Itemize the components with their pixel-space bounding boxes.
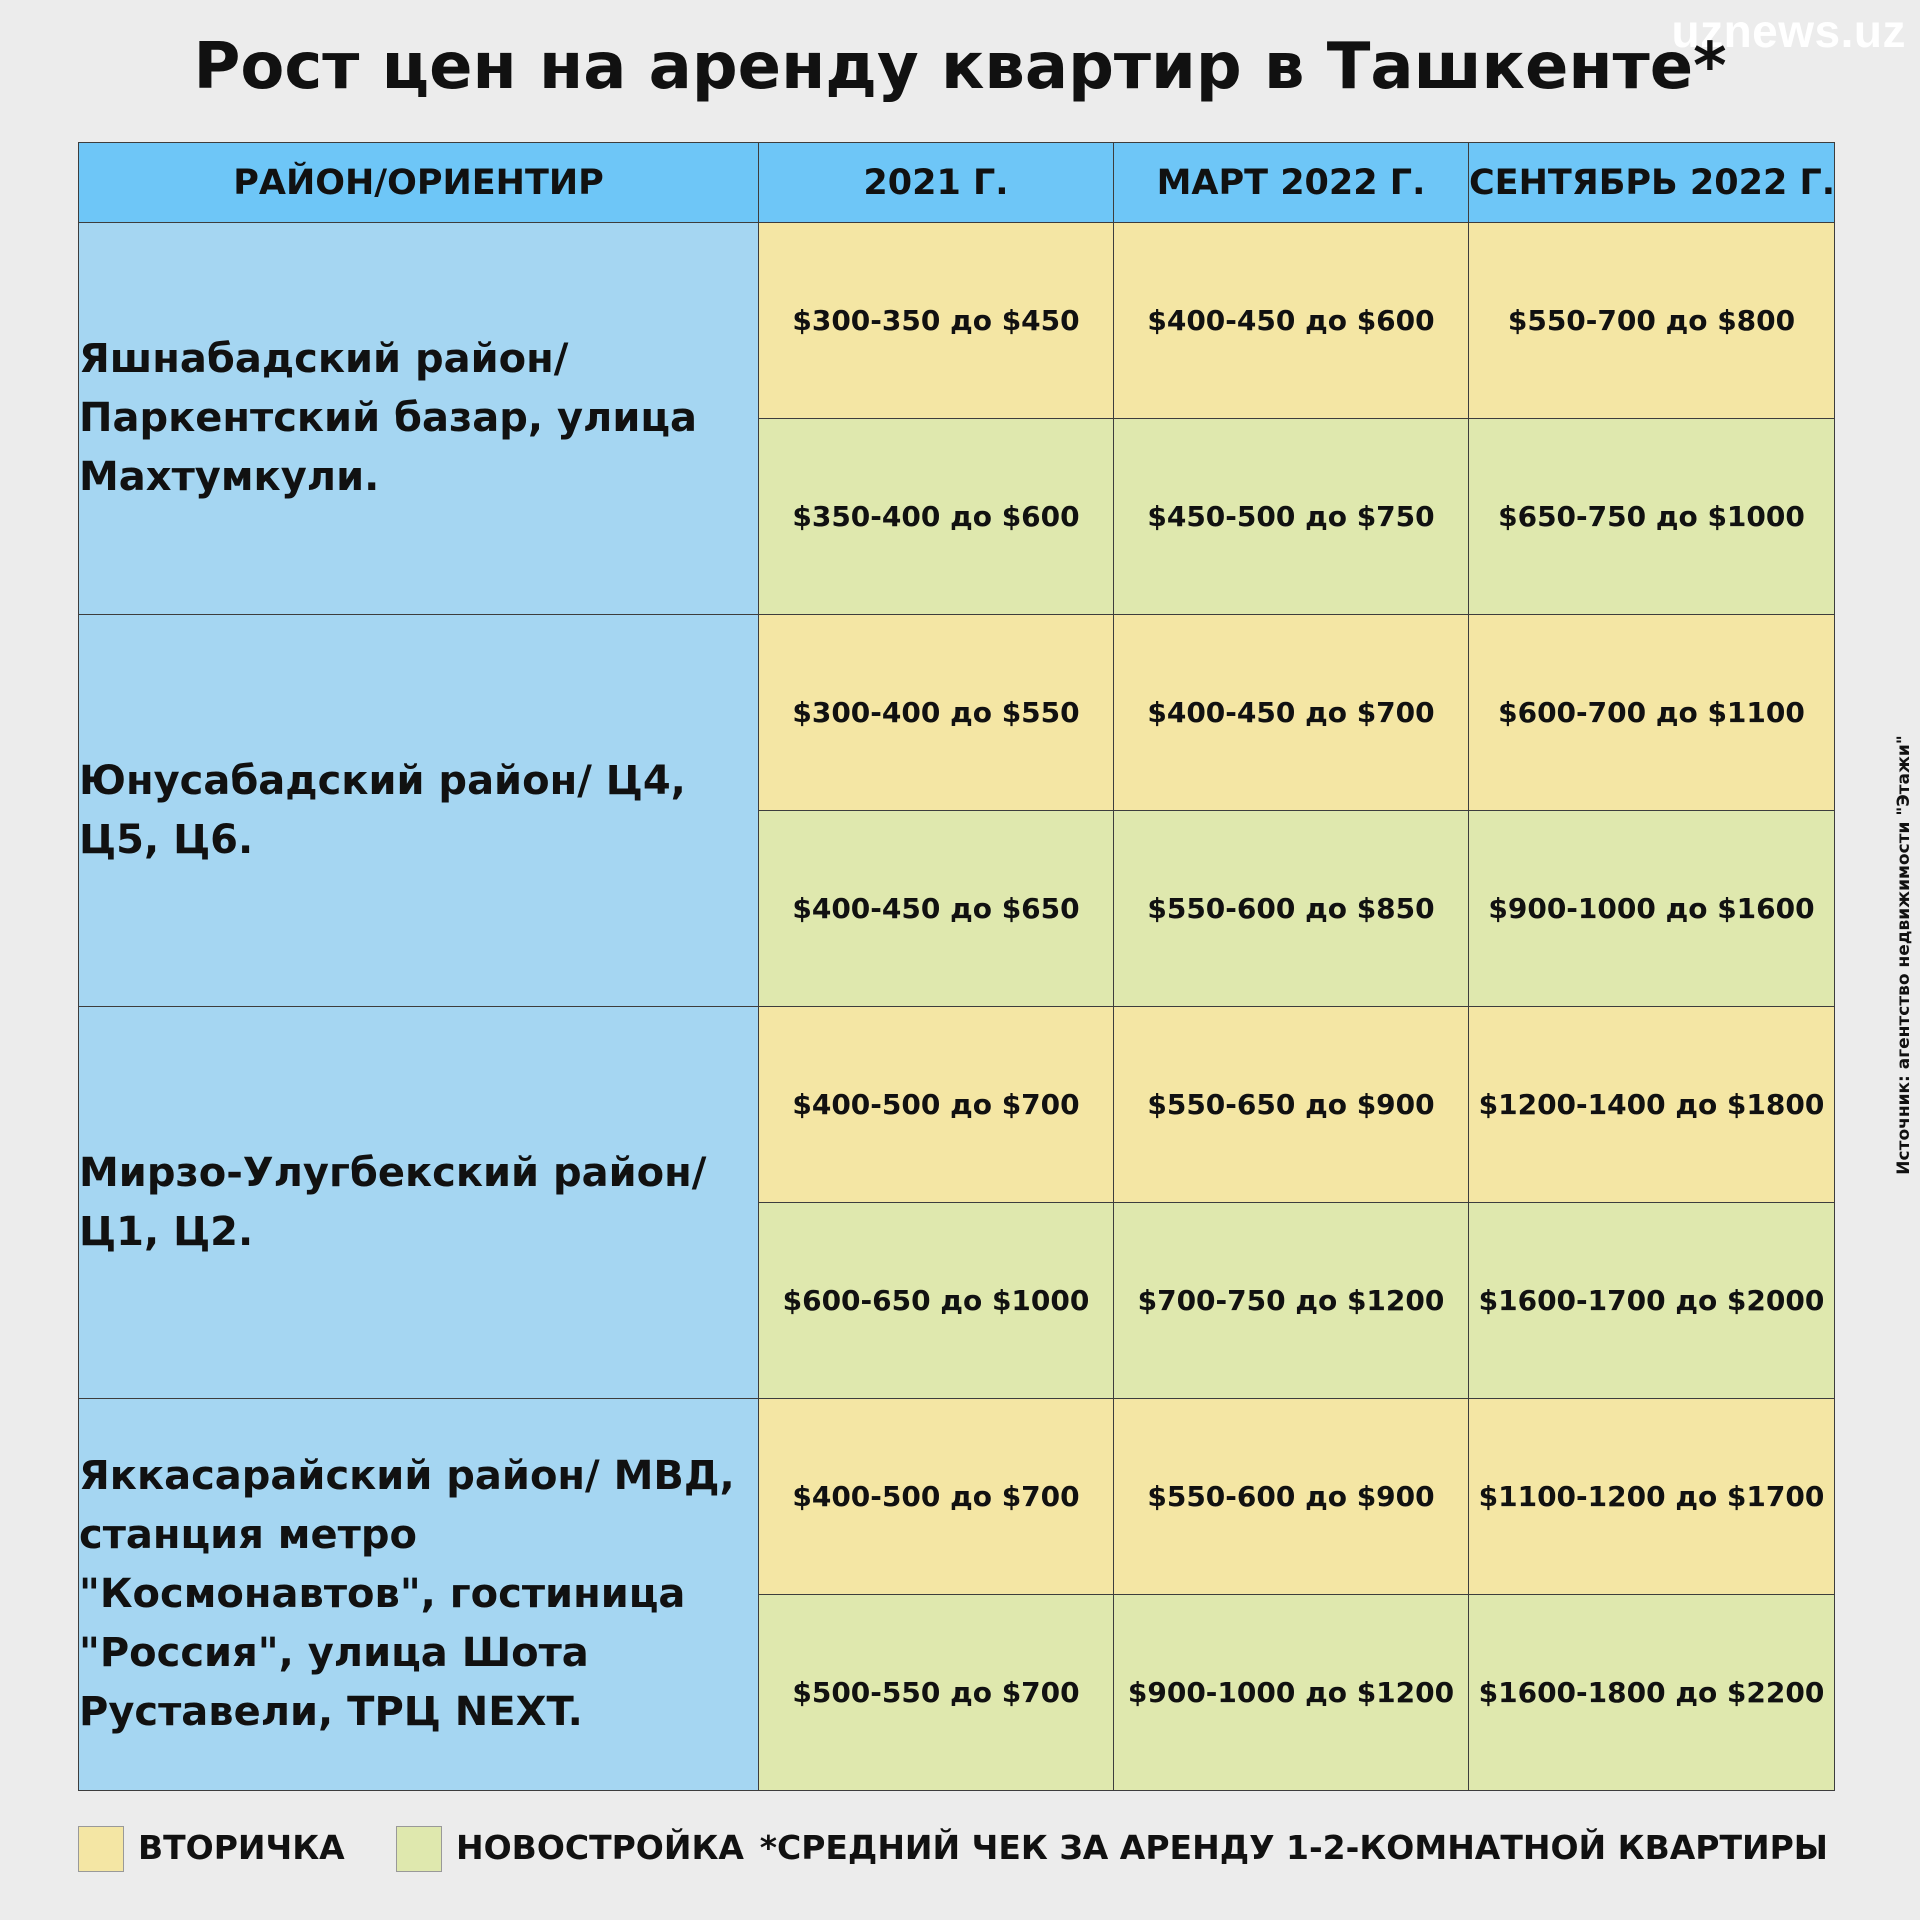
- price-cell-novostroyka: $400-450 до $650: [759, 811, 1114, 1007]
- table-header-row: [79, 143, 1835, 223]
- watermark: uznews.uz: [1671, 5, 1906, 57]
- price-cell-novostroyka: $700-750 до $1200: [1114, 1203, 1469, 1399]
- table-row: [79, 1007, 1835, 1203]
- district-cell: Юнусабадский район/ Ц4, Ц5, Ц6.: [79, 615, 759, 1007]
- table-row: [79, 1399, 1835, 1595]
- footnote: *СРЕДНИЙ ЧЕК ЗА АРЕНДУ 1-2-КОМНАТНОЙ КВАРТИРЫ: [759, 1828, 1828, 1867]
- price-cell-vtorichka: $550-600 до $900: [1114, 1399, 1469, 1595]
- price-cell-novostroyka: $600-650 до $1000: [759, 1203, 1114, 1399]
- table-row: [79, 223, 1835, 419]
- column-header-march-2022: МАРТ 2022 Г.: [1114, 143, 1469, 223]
- price-cell-vtorichka: $1200-1400 до $1800: [1469, 1007, 1835, 1203]
- legend-label-novostroyka: НОВОСТРОЙКА: [456, 1828, 744, 1867]
- legend-swatch-novostroyka: [396, 1826, 442, 1872]
- price-cell-vtorichka: $400-450 до $700: [1114, 615, 1469, 811]
- table-row: [79, 615, 1835, 811]
- column-header-september-2022: СЕНТЯБРЬ 2022 Г.: [1469, 143, 1835, 223]
- price-cell-novostroyka: $900-1000 до $1200: [1114, 1595, 1469, 1791]
- price-cell-novostroyka: $1600-1700 до $2000: [1469, 1203, 1835, 1399]
- source-note: Источник: агентство недвижимости "Этажи": [1894, 735, 1914, 1175]
- price-cell-vtorichka: $300-350 до $450: [759, 223, 1114, 419]
- price-cell-novostroyka: $1600-1800 до $2200: [1469, 1595, 1835, 1791]
- price-cell-novostroyka: $450-500 до $750: [1114, 419, 1469, 615]
- price-cell-novostroyka: $550-600 до $850: [1114, 811, 1469, 1007]
- column-header-2021: 2021 Г.: [759, 143, 1114, 223]
- district-cell: Яшнабадский район/ Паркентский базар, улица Махтумкули.: [79, 223, 759, 615]
- legend-label-vtorichka: ВТОРИЧКА: [138, 1828, 345, 1867]
- price-cell-vtorichka: $400-500 до $700: [759, 1007, 1114, 1203]
- price-cell-vtorichka: $400-500 до $700: [759, 1399, 1114, 1595]
- price-cell-vtorichka: $600-700 до $1100: [1469, 615, 1835, 811]
- price-cell-novostroyka: $650-750 до $1000: [1469, 419, 1835, 615]
- column-header-district: РАЙОН/ОРИЕНТИР: [79, 143, 759, 223]
- price-cell-vtorichka: $1100-1200 до $1700: [1469, 1399, 1835, 1595]
- district-cell: Мирзо-Улугбекский район/ Ц1, Ц2.: [79, 1007, 759, 1399]
- price-cell-vtorichka: $400-450 до $600: [1114, 223, 1469, 419]
- price-cell-novostroyka: $350-400 до $600: [759, 419, 1114, 615]
- price-cell-novostroyka: $500-550 до $700: [759, 1595, 1114, 1791]
- price-cell-vtorichka: $300-400 до $550: [759, 615, 1114, 811]
- price-cell-vtorichka: $550-650 до $900: [1114, 1007, 1469, 1203]
- legend-swatch-vtorichka: [78, 1826, 124, 1872]
- price-cell-vtorichka: $550-700 до $800: [1469, 223, 1835, 419]
- district-cell: Яккасарайский район/ МВД, станция метро "Космонавтов", гостиница "Россия", улица Шота Руставели, ТРЦ NEXT.: [79, 1399, 759, 1791]
- price-cell-novostroyka: $900-1000 до $1600: [1469, 811, 1835, 1007]
- page-title: Рост цен на аренду квартир в Ташкенте*: [193, 30, 1727, 104]
- price-table: [78, 142, 1835, 1791]
